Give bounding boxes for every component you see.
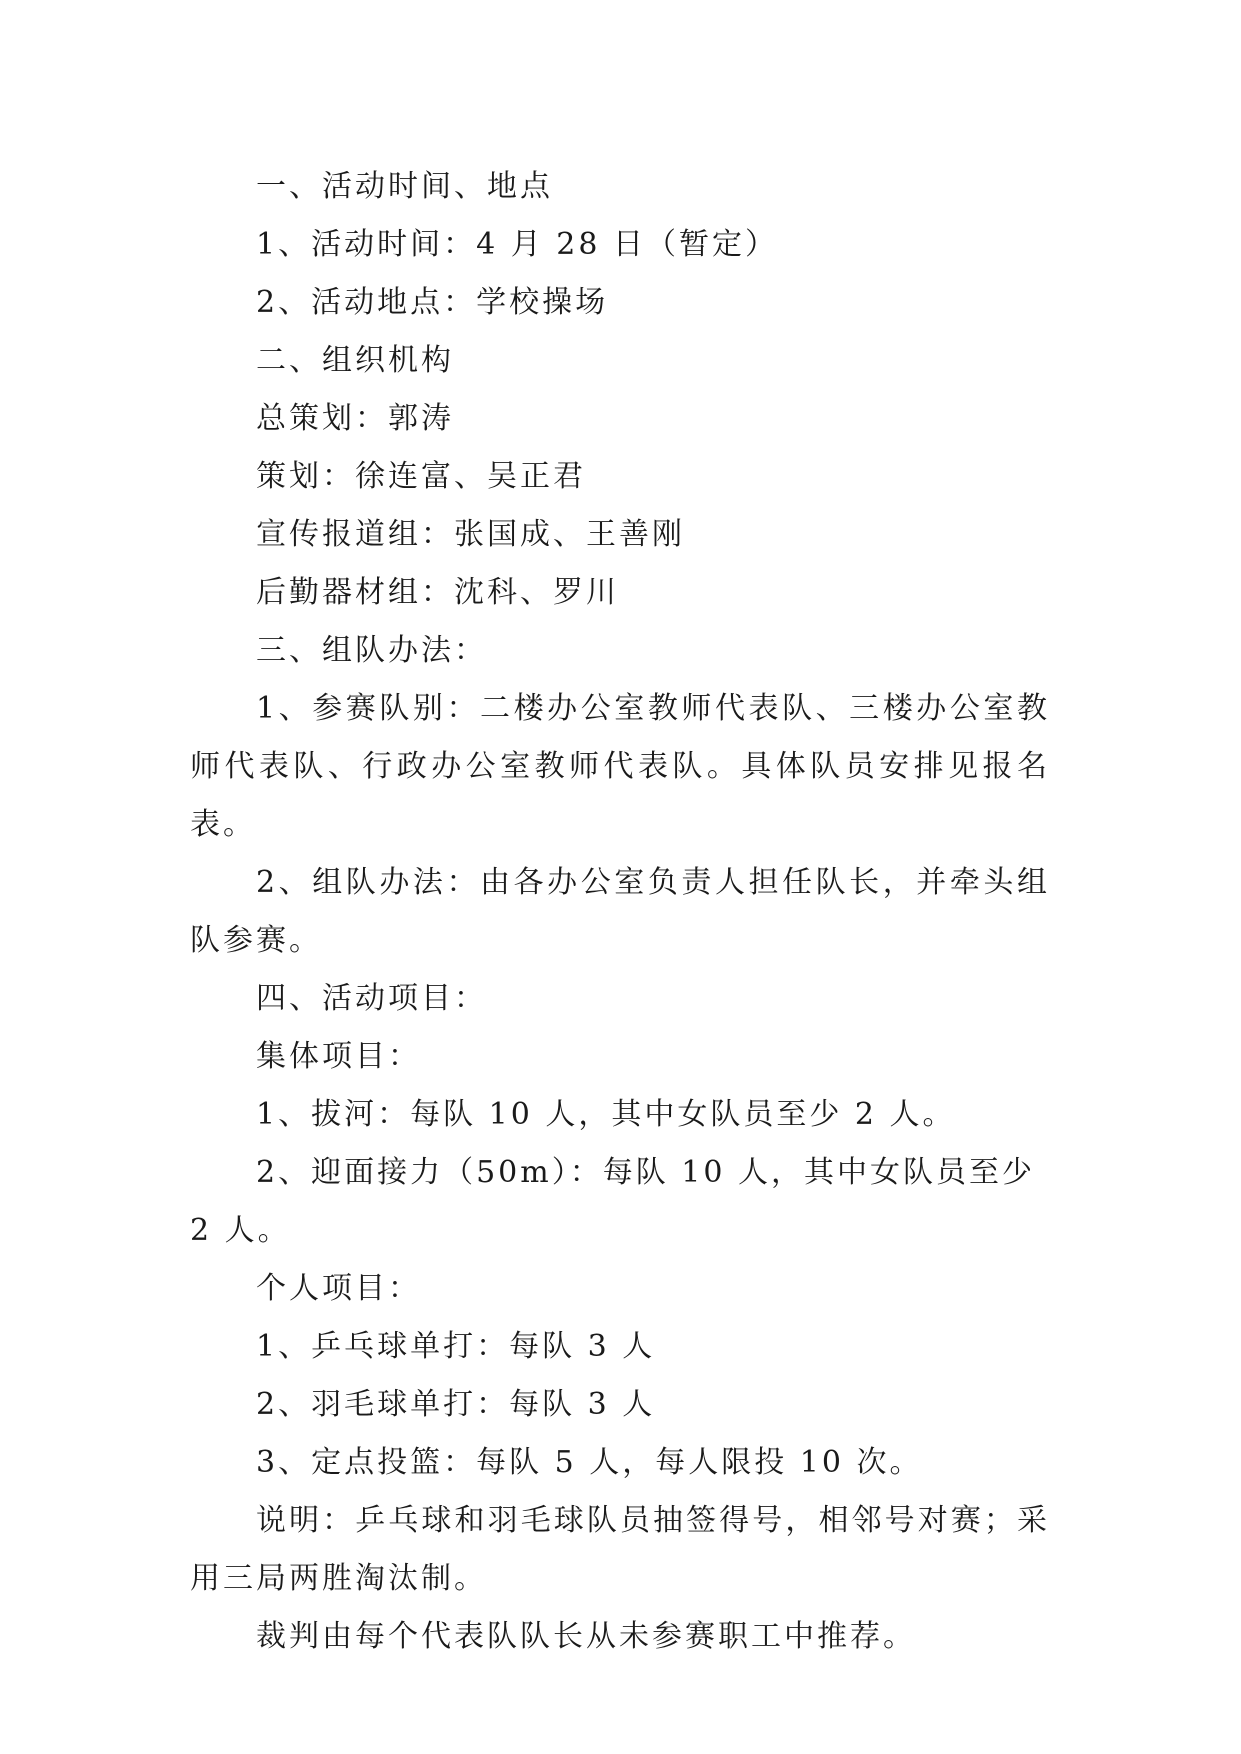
section-heading-events: 四、活动项目： <box>256 981 487 1016</box>
chief-planner: 总策划：郭涛 <box>256 401 454 436</box>
activity-time: 1、活动时间：4 月 28 日（暂定） <box>256 227 778 262</box>
logistics-group: 后勤器材组：沈科、罗川 <box>256 575 619 610</box>
planners: 策划：徐连富、吴正君 <box>256 459 586 494</box>
rules-note: 说明：乒乓球和羽毛球队员抽签得号，相邻号对赛；采用三局两胜淘汰制。 <box>190 1503 1050 1596</box>
activity-location: 2、活动地点：学校操场 <box>256 285 609 320</box>
team-formation-method: 2、组队办法：由各办公室负责人担任队长，并牵头组队参赛。 <box>190 865 1050 958</box>
individual-events-heading: 个人项目： <box>256 1271 421 1306</box>
event-shooting: 3、定点投篮：每队 5 人，每人限投 10 次。 <box>256 1445 923 1480</box>
event-tug-of-war: 1、拔河：每队 10 人，其中女队员至少 2 人。 <box>256 1097 956 1132</box>
group-events-heading: 集体项目： <box>256 1039 421 1074</box>
team-categories: 1、参赛队别：二楼办公室教师代表队、三楼办公室教师代表队、行政办公室教师代表队。具体队员安排见报名表。 <box>190 691 1050 842</box>
event-badminton: 2、羽毛球单打：每队 3 人 <box>256 1387 656 1422</box>
section-heading-team-formation: 三、组队办法： <box>256 633 487 668</box>
referee-note: 裁判由每个代表队队长从未参赛职工中推荐。 <box>256 1619 916 1654</box>
event-table-tennis: 1、乒乓球单打：每队 3 人 <box>256 1329 656 1364</box>
section-heading-time-place: 一、活动时间、地点 <box>256 169 553 204</box>
section-heading-organization: 二、组织机构 <box>256 343 454 378</box>
publicity-group: 宣传报道组：张国成、王善刚 <box>256 517 685 552</box>
event-relay: 2、迎面接力（50m）：每队 10 人，其中女队员至少 2 人。 <box>190 1155 1035 1248</box>
document-body <box>190 158 1050 1666</box>
